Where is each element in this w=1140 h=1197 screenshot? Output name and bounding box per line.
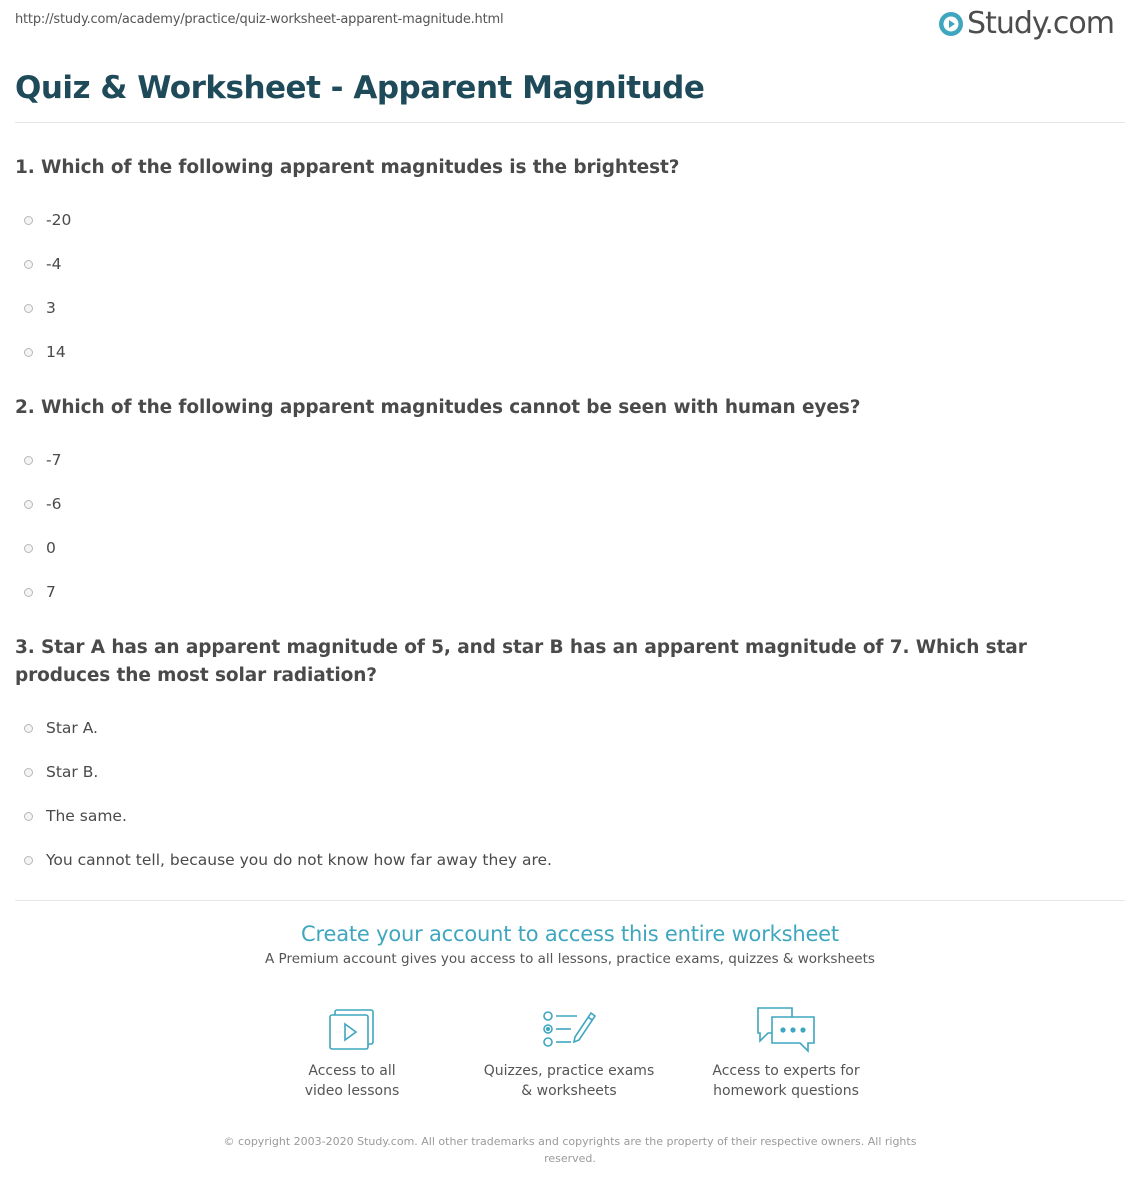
radio-button[interactable] — [24, 856, 33, 865]
question-text: 1. Which of the following apparent magnitudes is the brightest? — [15, 157, 680, 178]
radio-button[interactable] — [24, 348, 33, 357]
option-label: -4 — [46, 255, 62, 273]
radio-button[interactable] — [24, 304, 33, 313]
question-text: 2. Which of the following apparent magnitudes cannot be seen with human eyes? — [15, 397, 861, 418]
feature-label-line: Access to experts for — [712, 1063, 860, 1079]
cta-subtitle: A Premium account gives you access to all lessons, practice exams, quizzes & worksheets — [265, 951, 875, 967]
feature-label-line: Quizzes, practice exams — [483, 1063, 655, 1079]
quiz-checklist-icon — [541, 1005, 597, 1055]
question-3 — [15, 634, 1120, 882]
feature-video-lessons — [242, 1005, 462, 1101]
radio-button[interactable] — [24, 768, 33, 777]
signup-cta — [0, 922, 1140, 967]
option-label: -7 — [46, 451, 62, 469]
cta-title[interactable]: Create your account to access this entire worksheet — [301, 922, 839, 946]
page-title: Quiz & Worksheet - Apparent Magnitude — [15, 70, 705, 106]
question-2 — [15, 394, 1120, 614]
divider — [15, 122, 1125, 123]
page-url: http://study.com/academy/practice/quiz-worksheet-apparent-magnitude.html — [15, 12, 504, 27]
option-label: 7 — [46, 583, 56, 601]
chat-experts-icon — [754, 1005, 818, 1055]
answer-option[interactable] — [15, 794, 1120, 838]
radio-button[interactable] — [24, 812, 33, 821]
answer-option[interactable] — [15, 286, 1120, 330]
play-logo-icon — [938, 11, 964, 37]
feature-quizzes — [459, 1005, 679, 1101]
option-label: You cannot tell, because you do not know how far away they are. — [46, 851, 552, 869]
radio-button[interactable] — [24, 216, 33, 225]
answer-options — [15, 198, 1120, 374]
feature-label — [459, 1061, 679, 1101]
answer-option[interactable] — [15, 570, 1120, 614]
video-lessons-icon — [326, 1005, 378, 1055]
divider — [15, 900, 1125, 901]
feature-label — [242, 1061, 462, 1101]
answer-option[interactable] — [15, 438, 1120, 482]
answer-options — [15, 438, 1120, 614]
feature-label-line: Access to all — [308, 1063, 396, 1079]
feature-label-line: & worksheets — [521, 1083, 617, 1099]
answer-option[interactable] — [15, 750, 1120, 794]
option-label: -20 — [46, 211, 72, 229]
feature-label-line: homework questions — [713, 1083, 859, 1099]
option-label: -6 — [46, 495, 62, 513]
feature-label — [676, 1061, 896, 1101]
option-label: Star A. — [46, 719, 98, 737]
option-label: Star B. — [46, 763, 99, 781]
feature-label-line: video lessons — [304, 1083, 400, 1099]
answer-option[interactable] — [15, 198, 1120, 242]
option-label: 3 — [46, 299, 56, 317]
option-label: 0 — [46, 539, 56, 557]
answer-option[interactable] — [15, 526, 1120, 570]
study-logo[interactable] — [938, 6, 1114, 41]
answer-option[interactable] — [15, 706, 1120, 750]
answer-option[interactable] — [15, 482, 1120, 526]
radio-button[interactable] — [24, 260, 33, 269]
copyright-notice: © copyright 2003-2020 Study.com. All other trademarks and copyrights are the property of their respective owners. All rights reserved. — [223, 1135, 917, 1165]
answer-options — [15, 706, 1120, 882]
radio-button[interactable] — [24, 500, 33, 509]
radio-button[interactable] — [24, 724, 33, 733]
logo-text: Study.com — [967, 6, 1114, 41]
radio-button[interactable] — [24, 544, 33, 553]
option-label: The same. — [46, 807, 127, 825]
feature-experts — [676, 1005, 896, 1101]
option-label: 14 — [46, 343, 66, 361]
answer-option[interactable] — [15, 330, 1120, 374]
radio-button[interactable] — [24, 588, 33, 597]
question-1 — [15, 154, 1120, 374]
answer-option[interactable] — [15, 838, 1120, 882]
radio-button[interactable] — [24, 456, 33, 465]
answer-option[interactable] — [15, 242, 1120, 286]
question-text: 3. Star A has an apparent magnitude of 5, and star B has an apparent magnitude of 7. Which star produces the most solar radiation? — [15, 637, 1027, 686]
